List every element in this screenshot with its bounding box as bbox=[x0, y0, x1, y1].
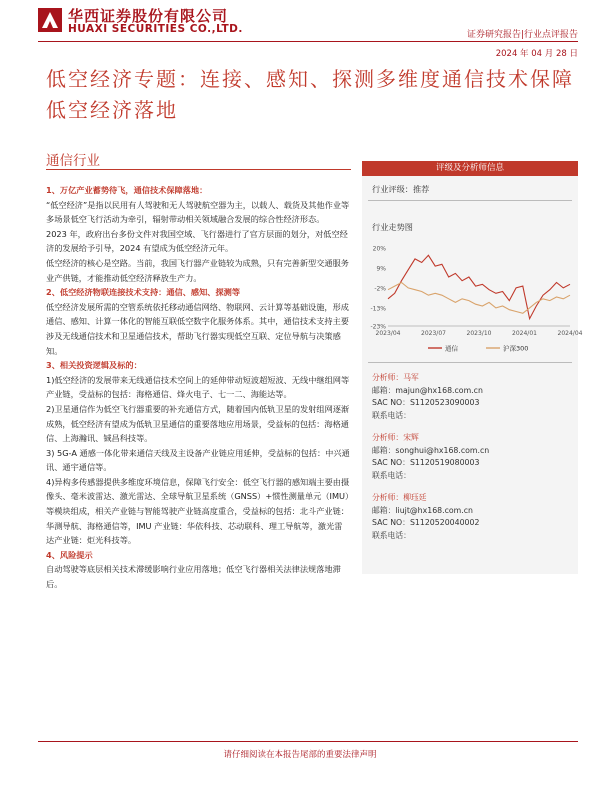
analyst-name: 宋辉 bbox=[403, 433, 419, 442]
y-tick-label: -23% bbox=[370, 323, 386, 331]
analyst-block bbox=[372, 372, 572, 422]
body-heading-4: 4、风险提示 bbox=[46, 549, 93, 560]
rating-label: 行业评级： bbox=[372, 184, 413, 194]
body-paragraph: 2)卫星通信作为低空飞行器重要的补充通信方式，随着国内低轨卫星的发射组网逐渐成熟，低空经济有望成为低轨卫星通信的重要落地应用场景，受益标的包括：海格通信、上海瀚讯、铖昌科技等。 bbox=[46, 403, 350, 444]
y-tick-label: -13% bbox=[370, 305, 386, 313]
analyst-sac: SAC NO：S1120523090003 bbox=[372, 398, 480, 407]
y-tick-label: -2% bbox=[374, 285, 386, 293]
body-heading-2: 2、低空经济物联连接技术支持：通信、感知、探测等 bbox=[46, 287, 241, 298]
body-paragraph: “低空经济”是指以民用有人驾驶和无人驾驶航空器为主，以载人、载货及其他作业等多场景低空飞行活动为牵引，辐射带动相关领域融合发展的综合性经济形态。 bbox=[46, 199, 350, 225]
analyst-sac: SAC NO：S1120520040002 bbox=[372, 518, 480, 527]
analyst-phone: 联系电话： bbox=[372, 530, 411, 540]
industry-trend-chart bbox=[366, 240, 583, 358]
x-tick-label: 2024/01 bbox=[512, 330, 537, 337]
analyst-name: 柳珏廷 bbox=[403, 493, 427, 502]
analyst-email: 邮箱：majun@hx168.com.cn bbox=[372, 385, 483, 395]
x-tick-label: 2023/07 bbox=[421, 330, 446, 337]
header-divider bbox=[38, 41, 578, 42]
panel-divider bbox=[368, 362, 572, 363]
x-tick-label: 2024/04 bbox=[557, 330, 583, 337]
legend-label: 通信 bbox=[445, 344, 458, 353]
trend-chart-title: 行业走势图 bbox=[372, 222, 413, 232]
body-heading-3: 3、相关投资逻辑及标的： bbox=[46, 360, 142, 371]
huaxi-logo-icon bbox=[38, 8, 62, 32]
analyst-block bbox=[372, 492, 572, 542]
x-tick-label: 2023/04 bbox=[375, 330, 401, 337]
analyst-phone: 联系电话： bbox=[372, 410, 411, 420]
footer-divider bbox=[38, 741, 578, 742]
industry-rating bbox=[372, 184, 429, 195]
analyst-block bbox=[372, 432, 572, 482]
company-name-cn: 华西证券股份有限公司 bbox=[68, 7, 229, 25]
body-paragraph: 低空经济发展所需的空管系统依托移动通信网络、物联网、云计算等基础设施，形成通信、感知、计算一体化的智能互联低空数字化服务体系。其中，通信技术支持主要涉及无线通信技术和卫星通信技术，帮助飞行器实现低空互联、定位导航与决策感知。 bbox=[46, 301, 349, 356]
analyst-sac: SAC NO：S1120519080003 bbox=[372, 458, 480, 467]
legend-label: 沪深300 bbox=[503, 344, 529, 353]
industry-section-title: 通信行业 bbox=[46, 153, 100, 169]
analyst-email: 邮箱：songhui@hx168.com.cn bbox=[372, 445, 490, 455]
x-tick-label: 2023/10 bbox=[466, 330, 492, 337]
legal-disclaimer-footer: 请仔细阅读在本报告尾部的重要法律声明 bbox=[223, 750, 377, 760]
analyst-email: 邮箱：liujt@hx168.com.cn bbox=[372, 505, 473, 515]
company-name-en: HUAXI SECURITIES CO.,LTD. bbox=[68, 23, 243, 35]
panel-header: 评级及分析师信息 bbox=[362, 161, 578, 176]
report-date: 2024 年 04 月 28 日 bbox=[495, 49, 578, 59]
series-line-hs300 bbox=[388, 283, 570, 314]
report-title: 低空经济专题：连接、感知、探测多维度通信技术保障低空经济落地 bbox=[46, 67, 574, 122]
body-paragraph: 1)低空经济的发展带来无线通信技术空间上的延伸带动短波超短波、无线中继组网等产业链，受益标的包括：海格通信、烽火电子、七一二、海能达等。 bbox=[46, 374, 350, 400]
body-heading-1: 1、万亿产业蓄势待飞，通信技术保障落地： bbox=[46, 185, 208, 195]
body-paragraph: 2023 年，政府出台多份文件对我国空域、飞行器进行了官方层面的划分，对低空经济的发展给予引导，2024 有望成为低空经济元年。 bbox=[46, 228, 348, 254]
rating-value: 推荐 bbox=[412, 184, 430, 194]
y-tick-label: 20% bbox=[372, 245, 386, 253]
series-line-telecom bbox=[388, 255, 570, 318]
analyst-name: 马军 bbox=[403, 373, 419, 382]
panel-divider bbox=[368, 200, 572, 201]
analyst-phone: 联系电话： bbox=[372, 470, 411, 480]
body-paragraph: 低空经济的核心是空路。当前，我国飞行器产业链较为成熟，只有完善新型交通服务业产供链，才能推动低空经济释放生产力。 bbox=[46, 257, 349, 283]
report-body bbox=[46, 183, 350, 592]
y-tick-label: 9% bbox=[376, 265, 386, 273]
report-type-tag: 证券研究报告|行业点评报告 bbox=[466, 30, 578, 40]
body-paragraph: 3) 5G-A 通感一体化带来通信天线及主设备产业链应用延伸，受益标的包括：中兴通讯、通宇通信等。 bbox=[46, 447, 350, 473]
body-paragraph: 4)异构多传感器提供多维度环境信息，保障飞行安全：低空飞行器的感知端主要由摄像头、毫米波雷达、激光雷达、全球导航卫星系统（GNSS）+惯性测量单元（IMU）等模块组成，相关产业链与智能驾驶产业链高度重合，受益标的包括：北斗产业链：华测导航、海格通信等，IMU 产业链：华依科技、芯动联科、理工导航等，激光雷达产业链：炬光科技等。 bbox=[46, 476, 350, 546]
body-paragraph: 自动驾驶等底层相关技术滞缓影响行业应用落地；低空飞行器相关法律法规落地滞后。 bbox=[46, 564, 341, 590]
section-divider bbox=[46, 169, 351, 170]
analyst-label: 分析师： bbox=[372, 373, 404, 382]
analyst-label: 分析师： bbox=[372, 493, 404, 502]
analyst-label: 分析师： bbox=[372, 433, 404, 442]
